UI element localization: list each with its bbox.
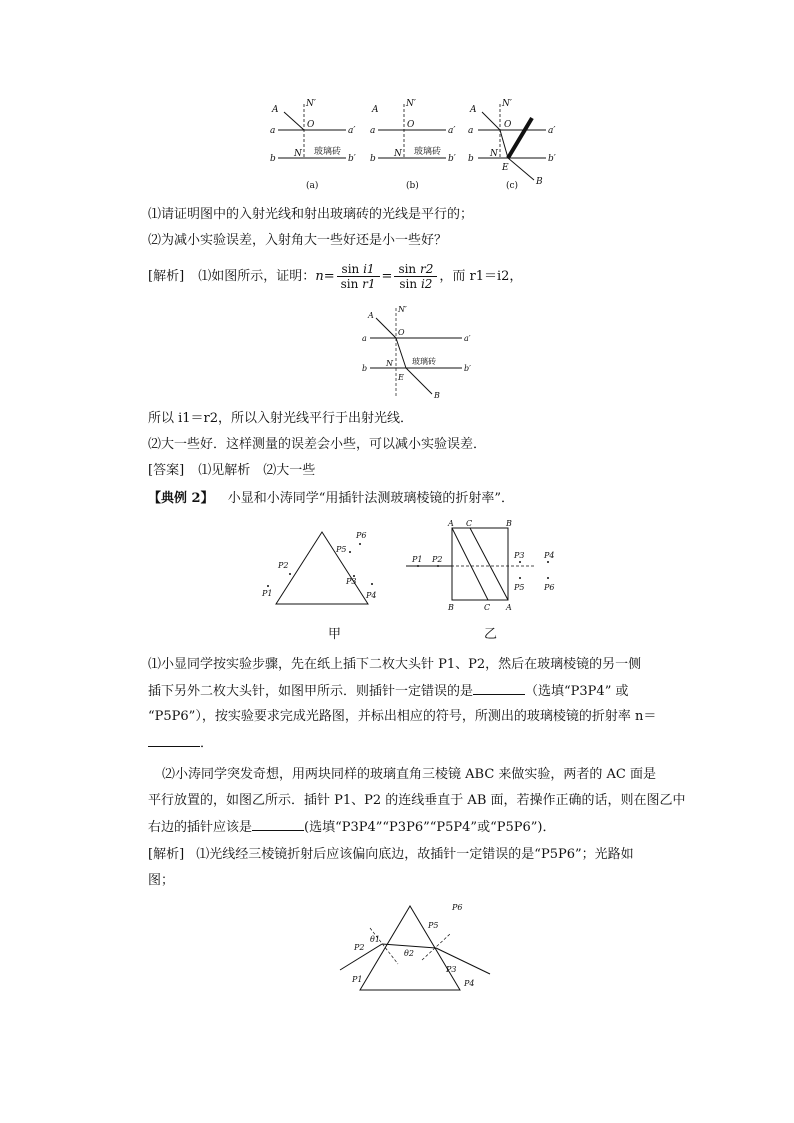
label-P2: P2 [432,555,443,564]
label-O: O [398,328,405,337]
label-b: b [362,364,368,373]
analysis-intro: ⑴如图所示，证明： [198,269,316,284]
analysis-2-line2: 图； [148,873,175,888]
label-B: B [434,391,440,400]
label-P4: P4 [544,551,555,560]
answer-blank-1[interactable] [473,682,525,695]
q3-line3: “P5P6”），按实验要求完成光路图，并标出相应的符号，所测出的玻璃棱镜的折射率 n＝ [148,709,657,724]
label-theta1: θ1 [370,935,380,944]
label-N-prime: N′ [398,305,407,314]
panel-a [270,99,356,191]
label-b-prime: b′ [548,154,556,164]
label-A: A [368,311,374,320]
analysis-tag: [解析] [148,269,185,284]
label-A-top: A [448,519,454,528]
caption-b: (b) [406,181,419,191]
label-B-bottom: B [448,603,454,612]
answer-blank-3[interactable] [252,818,304,831]
label-b: b [370,154,376,164]
label-E: E [398,373,404,382]
label-O: O [504,120,512,130]
label-a: a [270,126,276,136]
label-P6: P6 [356,531,367,540]
symbol-n: n [315,269,324,284]
q3-line2: 插下另外二枚大头针，如图甲所示．则插针一定错误的是 （选填“P3P4” 或 [148,684,629,699]
label-A: A [470,105,477,115]
label-P1: P1 [262,589,273,598]
label-P4: P4 [366,591,377,600]
label-N-prime: N′ [406,99,416,109]
label-a-prime: a′ [448,126,456,136]
label-B: B [536,177,543,187]
label-a-prime: a′ [348,126,356,136]
label-b: b [270,154,276,164]
panel-b [370,99,456,191]
analysis-tail: ，而 r1＝i2， [439,269,523,284]
label-P3: P3 [446,965,457,974]
answer-tag: [答案] [148,463,185,478]
label-a: a [362,334,367,343]
label-O: O [307,120,315,130]
label-N: N [490,149,498,159]
figure-glass-slab-proof [362,300,472,400]
label-a: a [468,126,474,136]
eq-1: = [323,269,335,284]
example-text: 小显和小涛同学“用插针法测玻璃棱镜的折射率”． [227,491,515,506]
question-2: ⑵为减小实验误差，入射角大一些好还是小一些好？ [148,233,448,248]
figure-prism-yi [404,518,574,644]
answer-1 [148,462,315,480]
label-P3: P3 [514,551,525,560]
caption-yi: 乙 [484,627,498,642]
label-glass: 玻璃砖 [314,147,342,157]
answer-text: ⑴见解析 ⑵大一些 [198,463,316,478]
caption-c: (c) [506,181,519,191]
figure-prism-jia [260,524,390,644]
label-P6: P6 [452,903,463,912]
figure-prism-light-path [330,898,500,998]
label-b: b [468,154,474,164]
label-N: N [386,359,393,368]
example-2 [148,490,514,508]
label-b-prime: b′ [464,364,471,373]
eq-2: = [381,269,393,284]
caption-a: (a) [306,181,319,191]
label-a-prime: a′ [464,334,471,343]
label-a-prime: a′ [548,126,556,136]
analysis-1-part2: ⑵大一些好．这样测量的误差会小些，可以减小实验误差． [148,437,487,452]
label-C-top: C [466,519,473,528]
analysis-2-tag: [解析] [148,847,185,862]
answer-blank-2[interactable] [148,734,200,747]
analysis-2-line1: [解析] ⑴光线经三棱镜折射后应该偏向底边，故插针一定错误的是“P5P6”；光路如 [148,847,634,862]
q4-line1: ⑵小涛同学突发奇想，用两块同样的玻璃直角三棱镜 ABC 来做实验，两者的 AC 面是 [162,767,656,782]
q3-line1: ⑴小显同学按实验步骤，先在纸上插下二枚大头针 P1、P2，然后在玻璃棱镜的另一侧 [148,657,642,672]
q3-line4: ． [148,734,213,753]
question-1: ⑴请证明图中的入射光线和射出玻璃砖的光线是平行的； [148,207,474,222]
label-a: a [370,126,376,136]
label-N: N [394,149,402,159]
label-N-prime: N′ [502,99,512,109]
label-P5: P5 [514,583,525,592]
label-P5: P5 [428,921,439,930]
fraction-1: $\frac{\text{sin i1}}{\text{sin r1}}$ [337,262,380,291]
label-N: N [294,149,302,159]
label-P4: P4 [464,979,475,988]
label-P6: P6 [544,583,555,592]
label-B-top: B [506,519,512,528]
label-E: E [502,163,509,173]
label-P5: P5 [336,545,347,554]
label-A: A [372,105,379,115]
caption-jia: 甲 [328,627,342,642]
q4-line2: 平行放置的，如图乙所示．插针 P1、P2 的连线垂直于 AB 面，若操作正确的话，则在图乙中 [148,793,686,808]
label-N-prime: N′ [306,99,316,109]
analysis-1-conclusion: 所以 i1＝r2，所以入射光线平行于出射光线． [148,411,414,426]
figure-glass-slab-abc [262,96,562,192]
analysis-1-line [148,262,522,292]
panel-c [468,99,556,191]
label-A-bottom: A [506,603,512,612]
label-P3: P3 [346,577,357,586]
q4-line3: 右边的插针应该是 (选填“P3P4”“P3P6”“P5P4”或“P5P6”)． [148,820,556,835]
label-theta2: θ2 [404,949,414,958]
label-P2: P2 [278,561,289,570]
label-P2: P2 [354,943,365,952]
label-A: A [272,105,279,115]
label-C-bottom: C [484,603,491,612]
label-glass: 玻璃砖 [412,357,436,366]
label-P1: P1 [352,975,363,984]
label-glass: 玻璃砖 [414,147,442,157]
label-P1: P1 [412,555,423,564]
label-O: O [407,120,415,130]
fraction-2: $\frac{\text{sin r2}}{\text{sin i2}}$ [394,262,437,291]
example-tag: 【典例 2】 [148,491,214,506]
label-b-prime: b′ [348,154,356,164]
label-b-prime: b′ [448,154,456,164]
